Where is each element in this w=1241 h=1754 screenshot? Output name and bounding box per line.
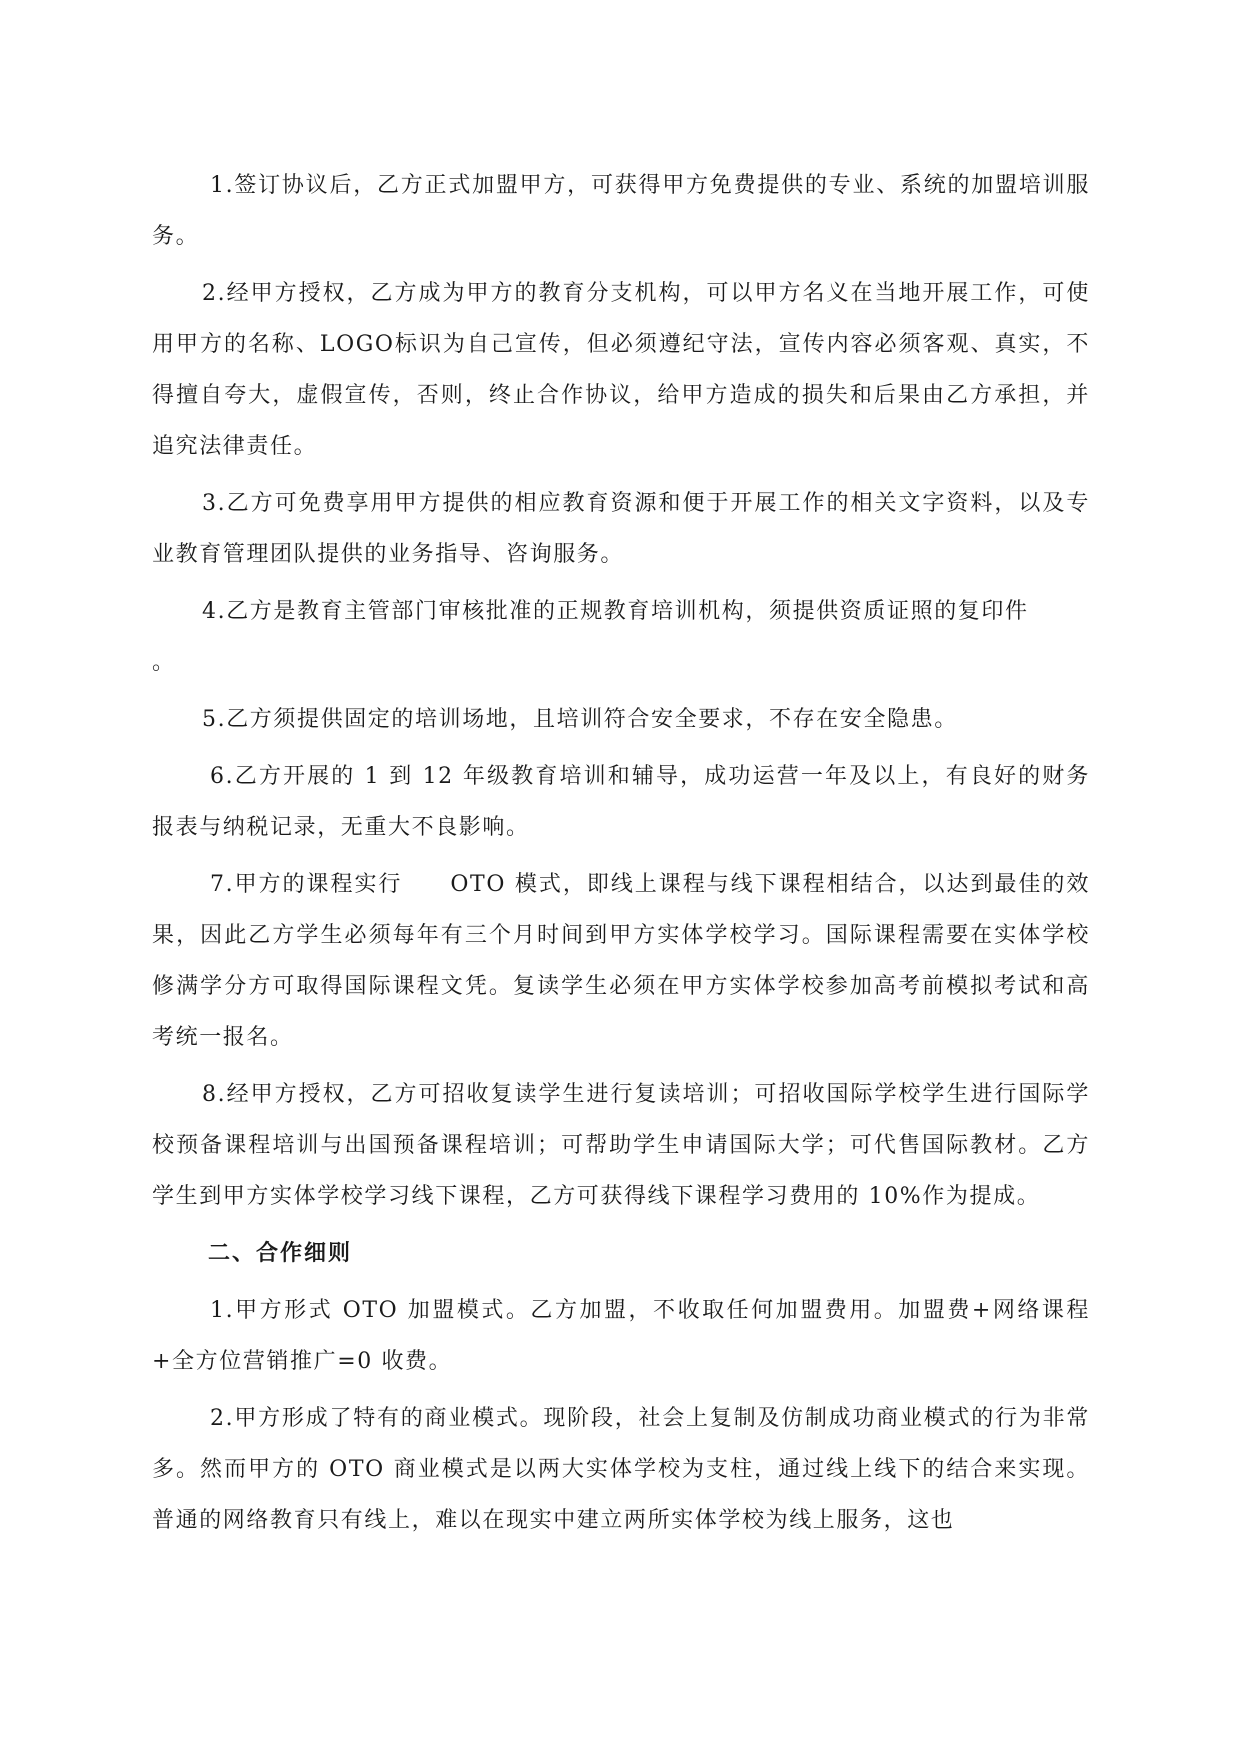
clause-4 — [152, 586, 1090, 688]
clause-6: 6.乙方开展的 1 到 12 年级教育培训和辅导，成功运营一年及以上，有良好的财务报表与纳税记录，无重大不良影响。 — [152, 764, 1090, 840]
clause-4-trailing-punctuation: 。 — [152, 650, 176, 675]
clause-7-body: OTO 模式，即线上课程与线下课程相结合，以达到最佳的效果，因此乙方学生必须每年有三个月时间到甲方实体学校学习。国际课程需要在实体学校修满学分方可取得国际课程文凭。复读学生必须在甲方实体学校参加高考前模拟考试和高考统一报名。 — [152, 872, 1090, 1050]
clause-8: 8.经甲方授权，乙方可招收复读学生进行复读培训；可招收国际学校学生进行国际学校预备课程培训与出国预备课程培训；可帮助学生申请国际大学；可代售国际教材。乙方学生到甲方实体学校学习线下课程，乙方可获得线下课程学习费用的 10%作为提成。 — [152, 1082, 1090, 1209]
clause-5: 5.乙方须提供固定的培训场地，且培训符合安全要求，不存在安全隐患。 — [202, 707, 958, 732]
detail-1: 1.甲方形式 OTO 加盟模式。乙方加盟，不收取任何加盟费用。加盟费+网络课程+全方位营销推广=0 收费。 — [152, 1298, 1090, 1374]
detail-2: 2.甲方形成了特有的商业模式。现阶段，社会上复制及仿制成功商业模式的行为非常多。然而甲方的 OTO 商业模式是以两大实体学校为支柱，通过线上线下的结合来实现。普通的网络教育只有线上，难以在现实中建立两所实体学校为线上服务，这也 — [152, 1406, 1090, 1533]
clause-4-text: 4.乙方是教育主管部门审核批准的正规教育培训机构，须提供资质证照的复印件 — [202, 599, 1029, 624]
clause-1: 1.签订协议后，乙方正式加盟甲方，可获得甲方免费提供的专业、系统的加盟培训服务。 — [152, 173, 1090, 249]
clause-7-lead: 7.甲方的课程实行 — [210, 872, 403, 897]
clause-2: 2.经甲方授权，乙方成为甲方的教育分支机构，可以甲方名义在当地开展工作，可使用甲方的名称、LOGO标识为自己宣传，但必须遵纪守法，宣传内容必须客观、真实，不得擅自夸大，虚假宣传，否则，终止合作协议，给甲方造成的损失和后果由乙方承担，并追究法律责任。 — [152, 281, 1090, 459]
document-body — [152, 160, 1090, 1552]
section-heading-cooperation-details: 二、合作细则 — [208, 1240, 353, 1266]
clause-7 — [152, 859, 1090, 1063]
clause-3: 3.乙方可免费享用甲方提供的相应教育资源和便于开展工作的相关文字资料，以及专业教育管理团队提供的业务指导、咨询服务。 — [152, 491, 1090, 567]
